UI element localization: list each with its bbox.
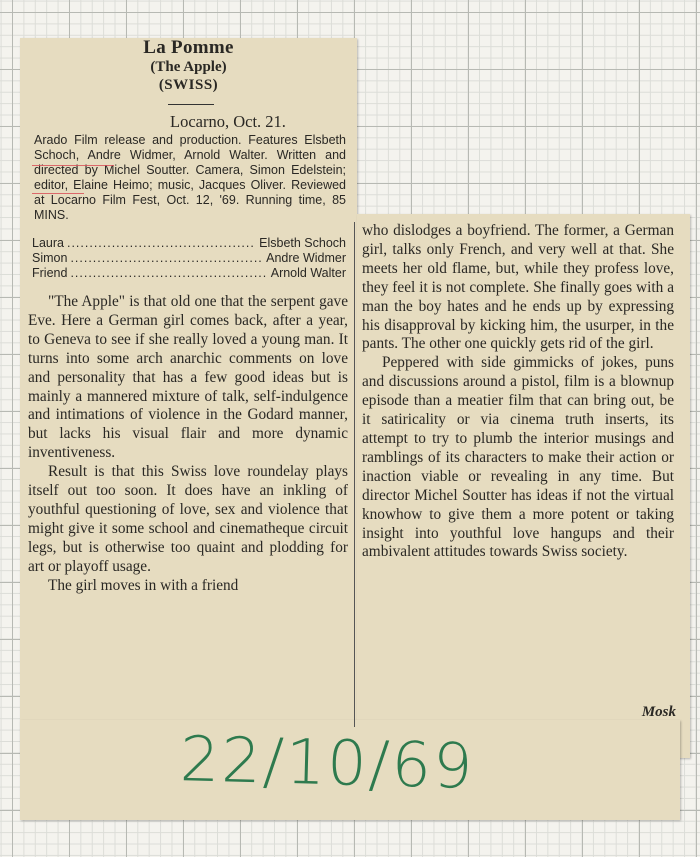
cast-row bbox=[32, 266, 346, 280]
cast-actor: Arnold Walter bbox=[270, 266, 346, 280]
cast-row bbox=[32, 236, 346, 250]
cast-role: Laura bbox=[32, 236, 64, 250]
review-paragraph: "The Apple" is that old one that the serpent gave Eve. Here a German girl comes back, after a year, to Geneva to see if she really loved a young man. It turns into some arch anarchic comments on love and personality that has a few good ideas but is mainly a mannered mixture of talk, self-indulgence and intimations of violence in the Godard manner, but lacks his visual flair and more dynamic inventiveness. bbox=[28, 293, 348, 462]
review-paragraph: Result is that this Swiss love roundelay plays itself out too soon. It does have an inkling of youthful questioning of love, sex and violence that might give it some school and cinematheque circuit legs, but is otherwise too quaint and plodding for art or playoff usage. bbox=[28, 463, 348, 575]
cast-role: Simon bbox=[32, 251, 68, 265]
review-column-left bbox=[28, 293, 348, 596]
cast-actor: Elsbeth Schoch bbox=[259, 236, 346, 250]
review-paragraph: Peppered with side gimmicks of jokes, puns and discussions around a pistol, film is a blownup episode than a meatier film that can bring out, be it satiricality or via cinema truth inserts, its attempt to try to plumb the interior musings and ramblings of its characters to make their action or inaction viable or revealing in any time. But director Michel Soutter has ideas if not the virtual knowhow to give them a more potent or taking insight into youthful love hangups and their ambivalent attitudes towards Swiss society. bbox=[362, 354, 674, 561]
cast-role: Friend bbox=[32, 266, 68, 280]
title-rule bbox=[168, 104, 214, 105]
review-paragraph: who dislodges a boyfriend. The former, a German girl, talks only French, and very well at that. She meets her old flame, but, while they profess love, they feel it is not complete. She finally goes with a man the boy hates and he ends up by expressing his disapproval by kicking him, the usurper, in the pants. The other one quickly gets rid of the girl. bbox=[362, 222, 674, 353]
review-paragraph: The girl moves in with a friend bbox=[48, 576, 239, 594]
credits-block bbox=[34, 133, 346, 223]
cast-leader-dots bbox=[67, 236, 256, 250]
review-country: (SWISS) bbox=[158, 77, 219, 93]
red-underline-mark bbox=[32, 193, 84, 194]
cast-actor: Andre Widmer bbox=[266, 251, 346, 265]
cast-leader-dots bbox=[70, 266, 267, 280]
column-divider bbox=[354, 222, 355, 727]
credits-text: Arado Film release and production. Features Elsbeth Schoch, Andre Widmer, Arnold Walter. Written and directed by Michel Soutter. Camera, Simon Edelstein; editor, Elaine Heimo; music, Jacques Oliver. Reviewed at Locarno Film Fest, Oct. 12, '69. Running time, 85 MINS. bbox=[34, 133, 346, 222]
dateline: Locarno, Oct. 21. bbox=[170, 112, 286, 131]
cast-leader-dots bbox=[70, 251, 263, 265]
review-title: La Pomme bbox=[143, 37, 234, 58]
reviewer-signature: Mosk bbox=[641, 704, 676, 720]
review-column-right bbox=[362, 222, 674, 562]
review-subtitle: (The Apple) bbox=[150, 59, 227, 75]
red-underline-mark bbox=[32, 165, 114, 166]
cast-row bbox=[32, 251, 346, 265]
handwritten-date: 22/10/69 bbox=[179, 722, 476, 803]
